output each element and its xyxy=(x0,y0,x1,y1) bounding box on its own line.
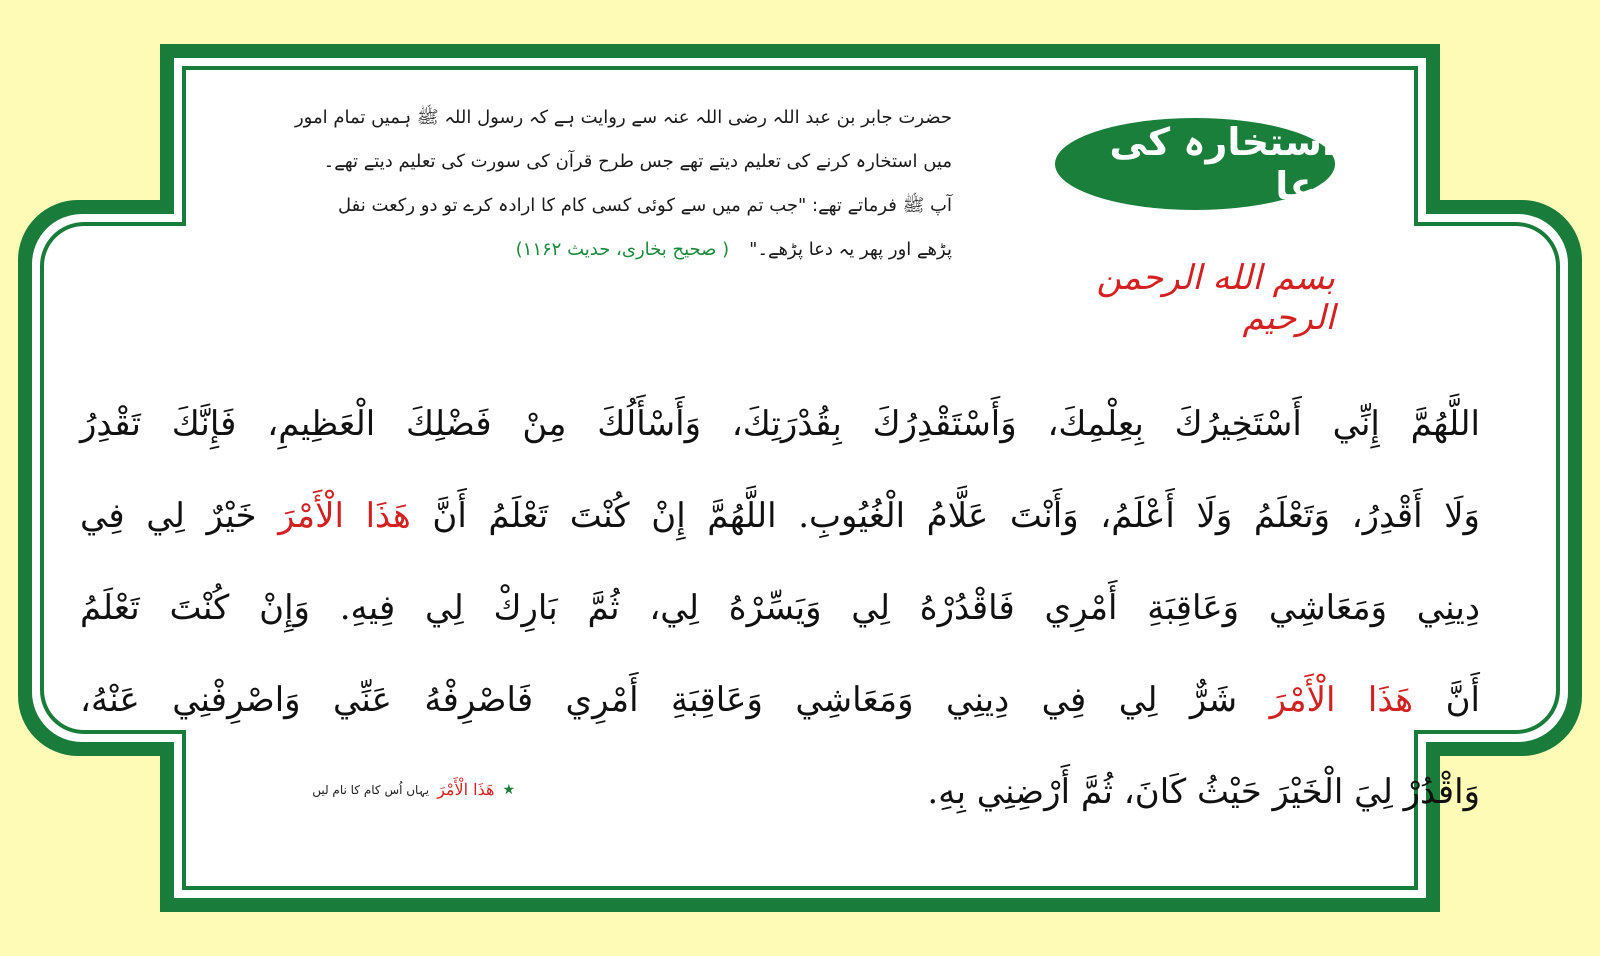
footnote xyxy=(215,780,515,799)
hadith-urdu-text xyxy=(212,96,952,272)
dua-segment: وَلَا أَقْدِرُ، وَتَعْلَمُ وَلَا أَعْلَمُ، وَأَنْتَ عَلَّامُ الْغُيُوبِ. اللَّهُمَّ إِنْ كُنْتَ تَعْلَمُ أَنَّ xyxy=(432,496,1480,536)
footnote-note: یہاں اُس کام کا نام لیں xyxy=(312,782,430,797)
dua-segment: أَنَّ xyxy=(1445,680,1480,720)
dua-line: اللَّهُمَّ إِنِّي أَسْتَخِيرُكَ بِعِلْمِكَ، وَأَسْتَقْدِرُكَ بِقُدْرَتِكَ، وَأَسْأَلُكَ مِنْ فَضْلِكَ الْعَظِيمِ، فَإِنَّكَ تَقْدِرُ xyxy=(80,404,1480,444)
footnote-term: هَذَا الْأَمْرَ xyxy=(437,780,495,799)
hadith-line: حضرت جابر بن عبد اللہ رضی اللہ عنہ سے روایت ہے کہ رسول اللہ ﷺ ہمیں تمام امور xyxy=(294,107,952,128)
dua-segment: خَيْرٌ لِي فِي xyxy=(80,496,257,536)
dua-line: وَاقْدُرْ لِيَ الْخَيْرَ حَيْثُ كَانَ، ثُمَّ أَرْضِنِي بِهِ. xyxy=(927,772,1480,812)
hadith-line: آپ ﷺ فرماتے تھے: "جب تم میں سے کوئی کسی کام کا ارادہ کرے تو دو رکعت نفل xyxy=(337,195,952,216)
dua-highlight: هَذَا الْأَمْرَ xyxy=(278,496,411,536)
dua-line xyxy=(80,470,1480,562)
hadith-line: میں استخارہ کرنے کی تعلیم دیتے تھے جس طرح قرآن کی سورت کی تعلیم دیتے تھے۔ xyxy=(323,151,952,172)
hadith-reference: ( صحیح بخاری، حدیث ۱۱۶۲) xyxy=(515,239,730,260)
dua-line xyxy=(80,654,1480,746)
title-badge xyxy=(1055,118,1335,210)
dua-highlight: هَذَا الْأَمْرَ xyxy=(1269,680,1414,720)
page-title: استخارہ کی دعا xyxy=(1109,120,1335,208)
star-icon: ★ xyxy=(502,781,515,798)
hadith-line: پڑھے اور پھر یہ دعا پڑھے۔" xyxy=(749,239,952,260)
basmala-calligraphy: بسم الله الرحمن الرحيم xyxy=(1096,258,1335,338)
dua-line: دِينِي وَمَعَاشِي وَعَاقِبَةِ أَمْرِي فَاقْدُرْهُ لِي وَيَسِّرْهُ لِي، ثُمَّ بَارِكْ لِي فِيهِ. وَإِنْ كُنْتَ تَعْلَمُ xyxy=(80,588,1480,628)
dua-segment: شَرٌّ لِي فِي دِينِي وَمَعَاشِي وَعَاقِبَةِ أَمْرِي فَاصْرِفْهُ عَنِّي وَاصْرِفْنِي عَنْهُ، xyxy=(80,680,1238,720)
hadith-line-with-reference xyxy=(212,228,952,272)
dua-arabic-text xyxy=(80,378,1480,838)
